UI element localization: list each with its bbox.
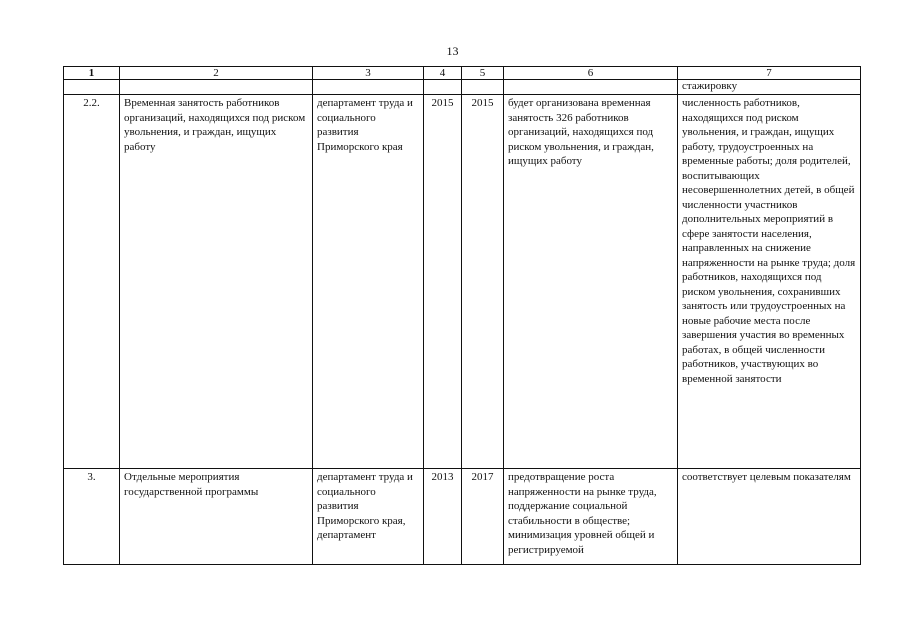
expected-result: предотвращение роста напряженности на рынке труда, поддержание социальной стабильности в обществе; минимизация уровней общей и регистрируемой	[504, 469, 678, 565]
end-year: 2015	[462, 95, 504, 469]
continuation-cell	[64, 80, 120, 95]
row-number: 3.	[64, 469, 120, 565]
executor: департамент труда и социального развития Приморского края	[313, 95, 424, 469]
start-year: 2015	[424, 95, 462, 469]
row-number: 2.2.	[64, 95, 120, 469]
continuation-cell: стажировку	[678, 80, 861, 95]
continuation-cell	[462, 80, 504, 95]
page-number: 13	[446, 44, 459, 58]
indicator: численность работников, находящихся под риском увольнения, и граждан, ищущих работу, трудоустроенных на временные работы; доля родителей, воспитывающих несовершеннолетних детей, в общей численности участников дополнительных мероприятий в сфере занятости населения, направленных на снижение напряженности на рынке труда; доля работников, находящихся под риском увольнения, сохранивших занятость или трудоустроенных на новые рабочие места после завершения участия во временных работах, в общей численности работников, участвующих во временной занятости	[678, 95, 861, 469]
expected-result: будет организована временная занятость 326 работников организаций, находящихся под риском увольнения, и граждан, ищущих работу	[504, 95, 678, 469]
table-row	[64, 469, 861, 565]
continuation-row	[64, 80, 861, 95]
header-cell: 3	[313, 67, 424, 80]
indicator: соответствует целевым показателям	[678, 469, 861, 565]
end-year: 2017	[462, 469, 504, 565]
continuation-cell	[120, 80, 313, 95]
continuation-cell	[424, 80, 462, 95]
program-table	[63, 66, 861, 565]
continuation-cell	[313, 80, 424, 95]
measure-name: Отдельные мероприятия государственной программы	[120, 469, 313, 565]
header-cell: 4	[424, 67, 462, 80]
executor: департамент труда и социального развития Приморского края, департамент	[313, 469, 424, 565]
measure-name: Временная занятость работников организаций, находящихся под риском увольнения, и граждан, ищущих работу	[120, 95, 313, 469]
header-cell: 7	[678, 67, 861, 80]
start-year: 2013	[424, 469, 462, 565]
header-row	[64, 67, 861, 80]
header-cell: 1	[64, 67, 120, 80]
continuation-cell	[504, 80, 678, 95]
header-cell: 2	[120, 67, 313, 80]
header-cell: 6	[504, 67, 678, 80]
table-row	[64, 95, 861, 469]
header-cell: 5	[462, 67, 504, 80]
